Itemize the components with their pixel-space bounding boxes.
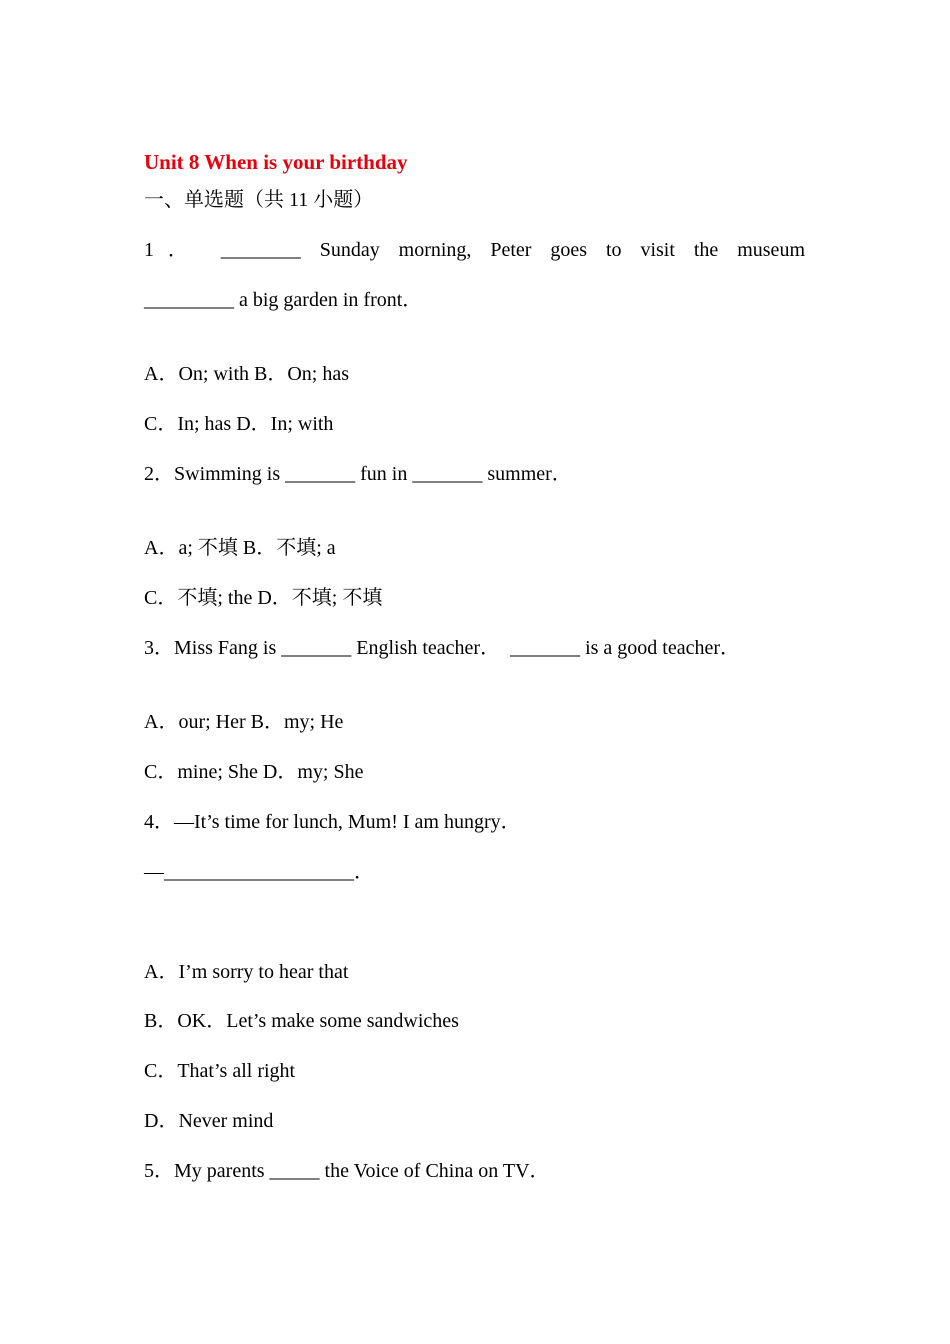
question-1-stem-continued: _________ a big garden in front． xyxy=(144,289,423,311)
question-3-options-cd: C．mine; She D．my; She xyxy=(144,761,364,783)
question-1-options-cd: C．In; has D．In; with xyxy=(144,413,334,435)
question-2-stem: 2．Swimming is _______ fun in _______ summer． xyxy=(144,463,572,485)
question-4-option-d: D．Never mind xyxy=(144,1110,274,1132)
question-4-stem-continued: —___________________． xyxy=(144,861,374,883)
question-1-stem: 1． ________ Sunday morning, Peter goes to visit the museum xyxy=(144,239,805,261)
question-4-stem: 4．—It’s time for lunch, Mum! I am hungry． xyxy=(144,811,521,833)
question-3-stem: 3．Miss Fang is _______ English teacher． _______ is a good teacher． xyxy=(144,637,741,659)
section-heading: 一、单选题（共 11 小题） xyxy=(144,189,374,211)
question-4-option-a: A．I’m sorry to hear that xyxy=(144,961,349,983)
question-1-options-ab: A．On; with B．On; has xyxy=(144,363,349,385)
page-title: Unit 8 When is your birthday xyxy=(144,150,408,174)
question-2-options-ab: A．a; 不填 B．不填; a xyxy=(144,537,336,559)
question-4-option-b: B．OK．Let’s make some sandwiches xyxy=(144,1010,459,1032)
question-4-option-c: C．That’s all right xyxy=(144,1060,296,1082)
question-2-options-cd: C．不填; the D．不填; 不填 xyxy=(144,587,383,609)
question-3-options-ab: A．our; Her B．my; He xyxy=(144,711,344,733)
question-5-stem: 5．My parents _____ the Voice of China on TV． xyxy=(144,1160,550,1182)
